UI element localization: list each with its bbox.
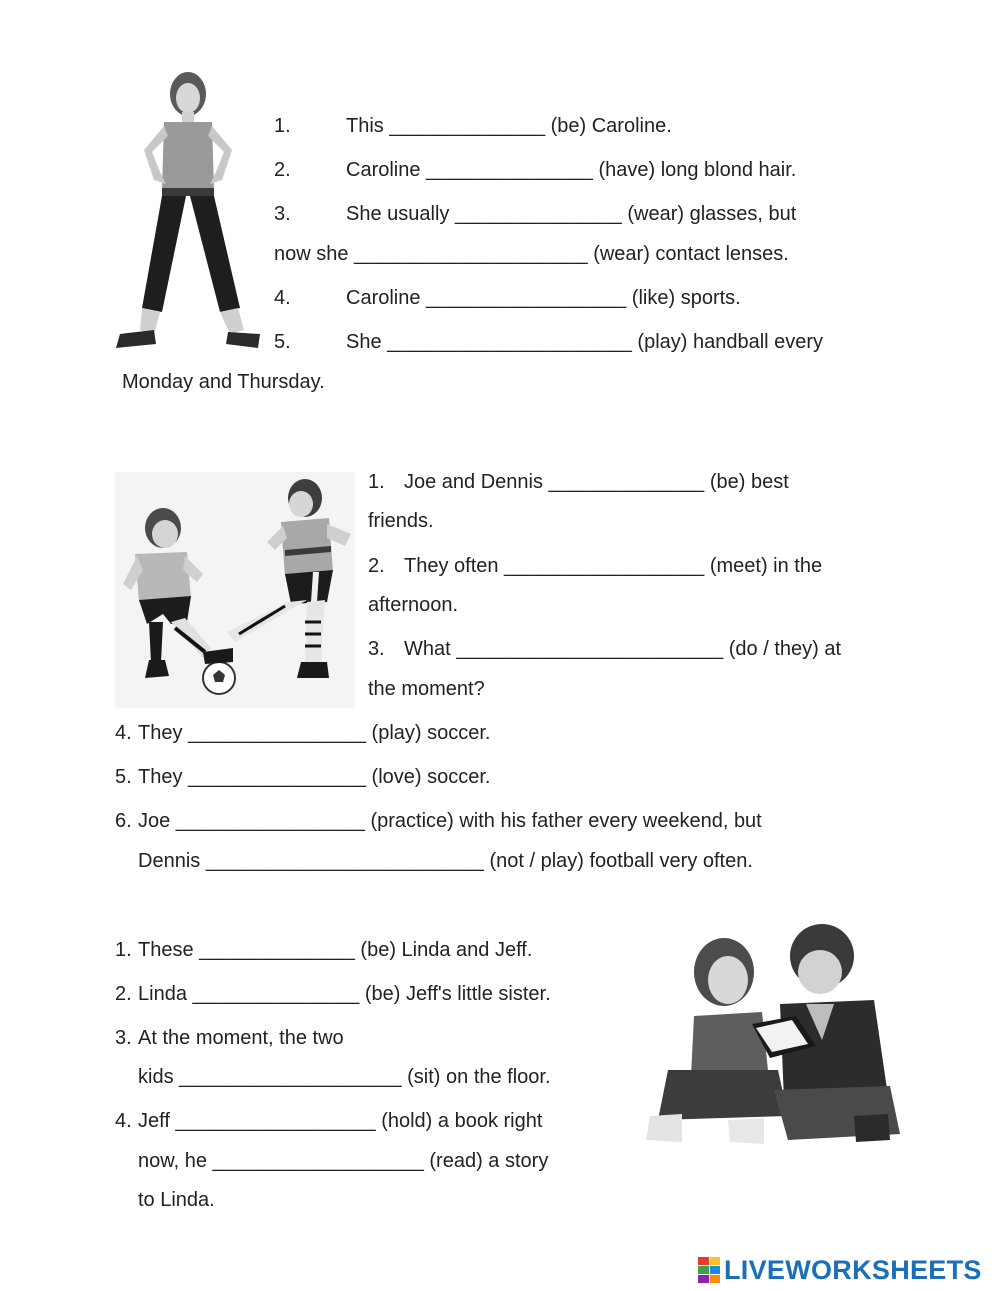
item-text: What ________________________ (do / they) at [404, 638, 842, 660]
item-number: 5. [274, 331, 291, 353]
s1-item-4 [274, 287, 741, 310]
item-number: 1. [115, 939, 132, 961]
s1-item-1 [274, 115, 672, 138]
s2-item-3 [368, 638, 841, 661]
s3-item-1 [115, 939, 532, 962]
s2-item-1 [368, 471, 789, 494]
item-number: 4. [115, 1110, 132, 1132]
s2-item-2-cont: afternoon. [368, 594, 459, 616]
s3-item-4-cont: now, he ___________________ (read) a story [138, 1150, 549, 1172]
brand-name: LIVEWORKSHEETS [724, 1254, 982, 1285]
s2-item-6-cont: Dennis _________________________ (not / play) football very often. [138, 850, 753, 872]
item-text: Linda _______________ (be) Jeff's little sister. [138, 983, 551, 1005]
s3-item-3 [115, 1027, 344, 1050]
item-text: She usually _______________ (wear) glasses, but [346, 203, 797, 225]
item-number: 4. [274, 287, 291, 309]
s1-item-5 [274, 331, 823, 354]
item-text: Caroline __________________ (like) sports. [346, 287, 741, 309]
item-number: 6. [115, 810, 132, 832]
s3-item-4 [115, 1110, 542, 1133]
item-number: 3. [274, 203, 291, 225]
boys-soccer-photo [115, 472, 355, 708]
s1-item-5-cont: Monday and Thursday. [122, 371, 325, 393]
s2-item-4 [115, 722, 490, 745]
item-text: Joe _________________ (practice) with his father every weekend, but [138, 810, 762, 832]
caroline-photo [110, 72, 262, 354]
item-text: She ______________________ (play) handball every [346, 331, 824, 353]
s3-item-3-cont: kids ____________________ (sit) on the floor. [138, 1066, 551, 1088]
s2-item-2 [368, 555, 822, 578]
item-text: This ______________ (be) Caroline. [346, 115, 672, 137]
item-number: 3. [115, 1027, 132, 1049]
item-text: At the moment, the two [138, 1027, 344, 1049]
liveworksheets-logo[interactable] [698, 1255, 982, 1285]
item-text: These ______________ (be) Linda and Jeff. [138, 939, 533, 961]
s1-item-2 [274, 159, 796, 182]
s2-item-1-cont: friends. [368, 510, 434, 532]
item-number: 4. [115, 722, 132, 744]
item-number: 5. [115, 766, 132, 788]
s2-item-6 [115, 810, 762, 833]
item-number: 2. [368, 555, 385, 577]
s2-item-5 [115, 766, 490, 789]
kids-reading-photo [638, 920, 902, 1154]
item-text: They ________________ (love) soccer. [138, 766, 491, 788]
item-number: 2. [115, 983, 132, 1005]
item-number: 1. [274, 115, 291, 137]
item-text: They ________________ (play) soccer. [138, 722, 491, 744]
item-text: Joe and Dennis ______________ (be) best [404, 471, 789, 493]
s1-item-3-cont: now she _____________________ (wear) contact lenses. [274, 243, 789, 265]
item-number: 1. [368, 471, 385, 493]
s2-item-3-cont: the moment? [368, 678, 485, 700]
s3-item-2 [115, 983, 551, 1006]
item-text: Caroline _______________ (have) long blond hair. [346, 159, 797, 181]
item-number: 3. [368, 638, 385, 660]
item-text: They often __________________ (meet) in the [404, 555, 823, 577]
s1-item-3 [274, 203, 796, 226]
s3-item-4-cont2: to Linda. [138, 1189, 215, 1211]
logo-grid-icon [698, 1257, 720, 1283]
item-text: Jeff __________________ (hold) a book right [138, 1110, 543, 1132]
item-number: 2. [274, 159, 291, 181]
